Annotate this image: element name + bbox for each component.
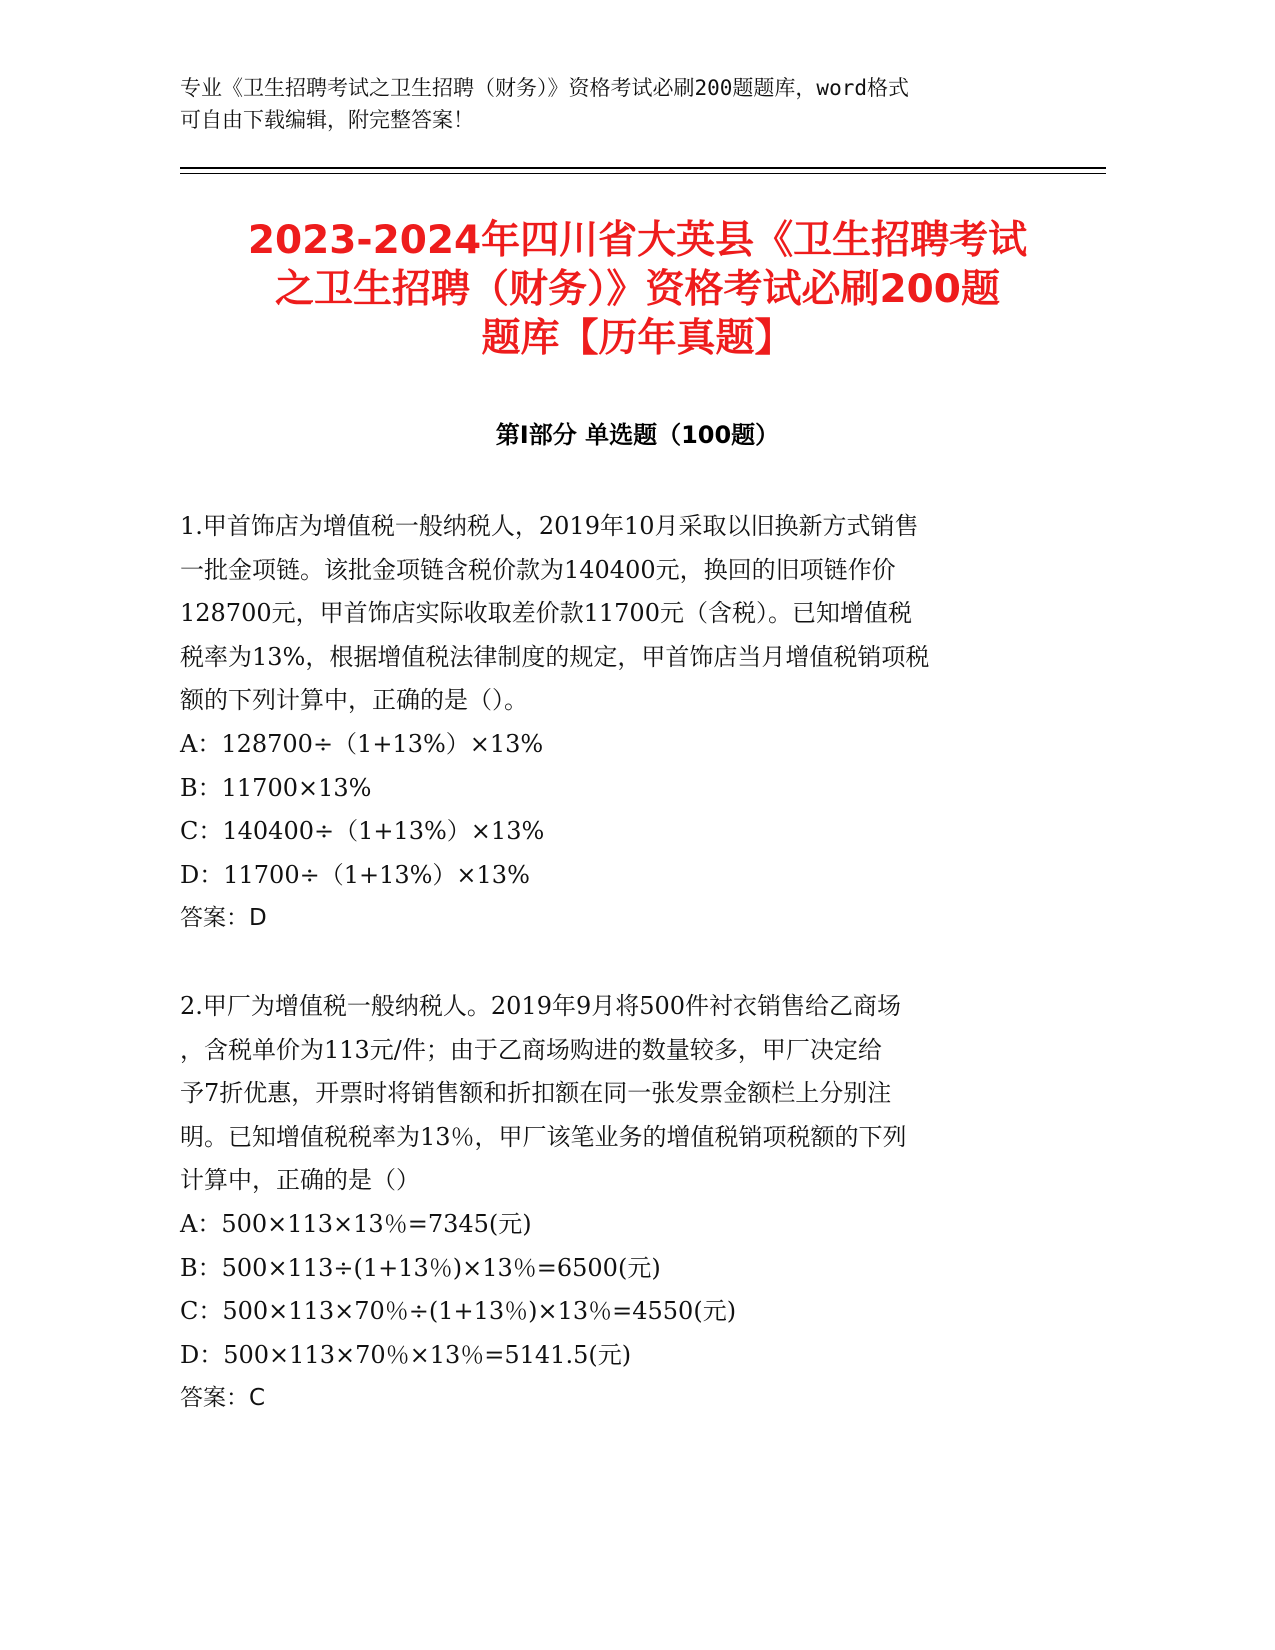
question-2 bbox=[180, 985, 1060, 1421]
header-note-line-2: 可自由下载编辑，附完整答案！ bbox=[180, 108, 474, 132]
stem-line: 2.甲厂为增值税一般纳税人。2019年9月将500件衬衣销售给乙商场 bbox=[180, 992, 902, 1020]
question-1 bbox=[180, 505, 1060, 941]
stem-line: 税率为13%，根据增值税法律制度的规定，甲首饰店当月增值税销项税 bbox=[180, 642, 930, 671]
stem-line: 计算中，正确的是（） bbox=[180, 1166, 420, 1195]
stem-line: 1.甲首饰店为增值税一般纳税人，2019年10月采取以旧换新方式销售 bbox=[180, 512, 919, 540]
option-a: A：128700÷（1+13%）×13% bbox=[180, 729, 544, 758]
option-a: A：500×113×13％=7345(元) bbox=[180, 1209, 532, 1238]
document-title bbox=[150, 216, 1125, 363]
header-note-line-1: 专业《卫生招聘考试之卫生招聘（财务）》资格考试必刷200题题库，word格式 bbox=[180, 76, 909, 100]
answer-label: 答案：C bbox=[180, 1385, 266, 1412]
option-d: D：500×113×70％×13％=5141.5(元) bbox=[180, 1340, 632, 1369]
title-line-2: 之卫生招聘（财务）》资格考试必刷200题 bbox=[275, 267, 1000, 312]
header-divider-thin bbox=[180, 173, 1106, 174]
section-heading: 第Ⅰ部分 单选题（100题） bbox=[495, 421, 780, 449]
question-stem bbox=[180, 985, 1060, 1203]
header-note bbox=[180, 72, 1040, 136]
title-line-1: 2023-2024年四川省大英县《卫生招聘考试 bbox=[247, 218, 1028, 263]
option-b: B：11700×13% bbox=[180, 773, 372, 802]
stem-line: 额的下列计算中，正确的是（）。 bbox=[180, 686, 528, 715]
stem-line: 予7折优惠，开票时将销售额和折扣额在同一张发票金额栏上分别注 bbox=[180, 1079, 892, 1108]
stem-line: ，含税单价为113元/件；由于乙商场购进的数量较多，甲厂决定给 bbox=[180, 1035, 882, 1064]
stem-line: 一批金项链。该批金项链含税价款为140400元，换回的旧项链作价 bbox=[180, 555, 896, 584]
question-stem bbox=[180, 505, 1060, 723]
title-line-3: 题库【历年真题】 bbox=[481, 316, 794, 361]
option-b: B：500×113÷(1+13％)×13％=6500(元) bbox=[180, 1253, 661, 1282]
stem-line: 128700元，甲首饰店实际收取差价款11700元（含税）。已知增值税 bbox=[180, 599, 912, 628]
answer-label: 答案：D bbox=[180, 905, 267, 932]
option-c: C：500×113×70％÷(1+13％)×13％=4550(元) bbox=[180, 1297, 737, 1326]
stem-line: 明。已知增值税税率为13％，甲厂该笔业务的增值税销项税额的下列 bbox=[180, 1122, 907, 1151]
option-c: C：140400÷（1+13%）×13% bbox=[180, 817, 545, 846]
option-d: D：11700÷（1+13%）×13% bbox=[180, 860, 530, 889]
header-divider-thick bbox=[180, 167, 1106, 169]
